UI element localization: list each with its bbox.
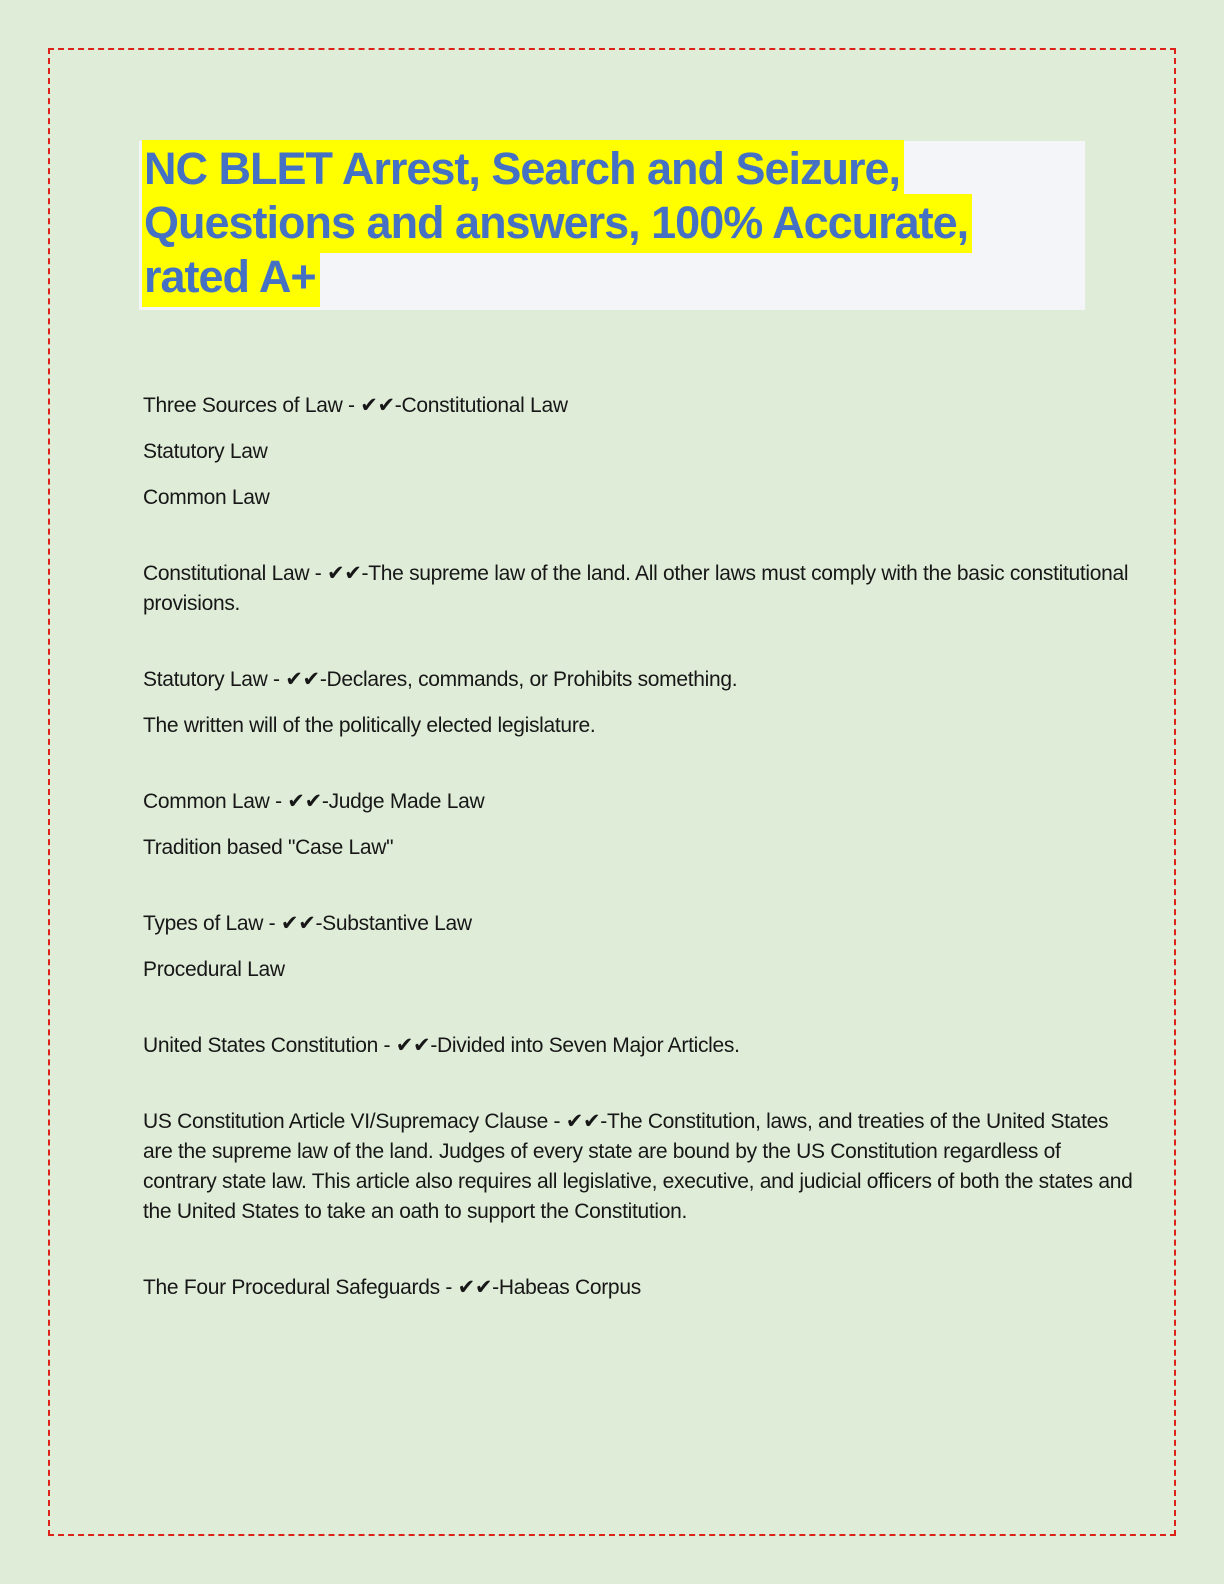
qa-block-supremacy-clause <box>143 1107 1133 1227</box>
document-body <box>143 391 1133 1349</box>
qa-paragraph: Common Law - ✔✔-Judge Made Law <box>143 790 485 813</box>
qa-paragraph: Statutory Law - ✔✔-Declares, commands, or Prohibits something. <box>143 668 738 691</box>
qa-paragraph: The Four Procedural Safeguards - ✔✔-Habeas Corpus <box>143 1276 641 1299</box>
qa-paragraph: Procedural Law <box>143 958 285 981</box>
qa-block-constitutional-law <box>143 559 1133 619</box>
qa-paragraph: United States Constitution - ✔✔-Divided into Seven Major Articles. <box>143 1034 740 1057</box>
qa-block-types-of-law <box>143 909 1133 985</box>
qa-block-procedural-safeguards <box>143 1273 1133 1303</box>
title-line-1: NC BLET Arrest, Search and Seizure, <box>142 140 904 199</box>
qa-paragraph: Tradition based "Case Law" <box>143 836 394 859</box>
qa-block-us-constitution <box>143 1031 1133 1061</box>
qa-paragraph: Statutory Law <box>143 440 268 463</box>
qa-block-statutory-law <box>143 665 1133 741</box>
qa-paragraph: Three Sources of Law - ✔✔-Constitutional Law <box>143 394 568 417</box>
title-line-3: rated A+ <box>142 248 320 307</box>
qa-block-sources-of-law <box>143 391 1133 513</box>
qa-paragraph: US Constitution Article VI/Supremacy Clause - ✔✔-The Constitution, laws, and treaties of the United States are the supreme law of the land. Judges of every state are bound by the US Constitution regardless of contrary state law. This article also requires all legislative, executive, and judicial officers of both the states and the United States to take an oath to support the Constitution. <box>143 1110 1133 1223</box>
title-block <box>139 141 1085 310</box>
qa-block-common-law <box>143 787 1133 863</box>
qa-paragraph: Types of Law - ✔✔-Substantive Law <box>143 912 472 935</box>
title-line-2: Questions and answers, 100% Accurate, <box>142 194 972 253</box>
document-title <box>142 142 1085 304</box>
qa-paragraph: Common Law <box>143 486 270 509</box>
qa-paragraph: Constitutional Law - ✔✔-The supreme law of the land. All other laws must comply with the basic constitutional provisions. <box>143 562 1129 615</box>
qa-paragraph: The written will of the politically elected legislature. <box>143 714 596 737</box>
